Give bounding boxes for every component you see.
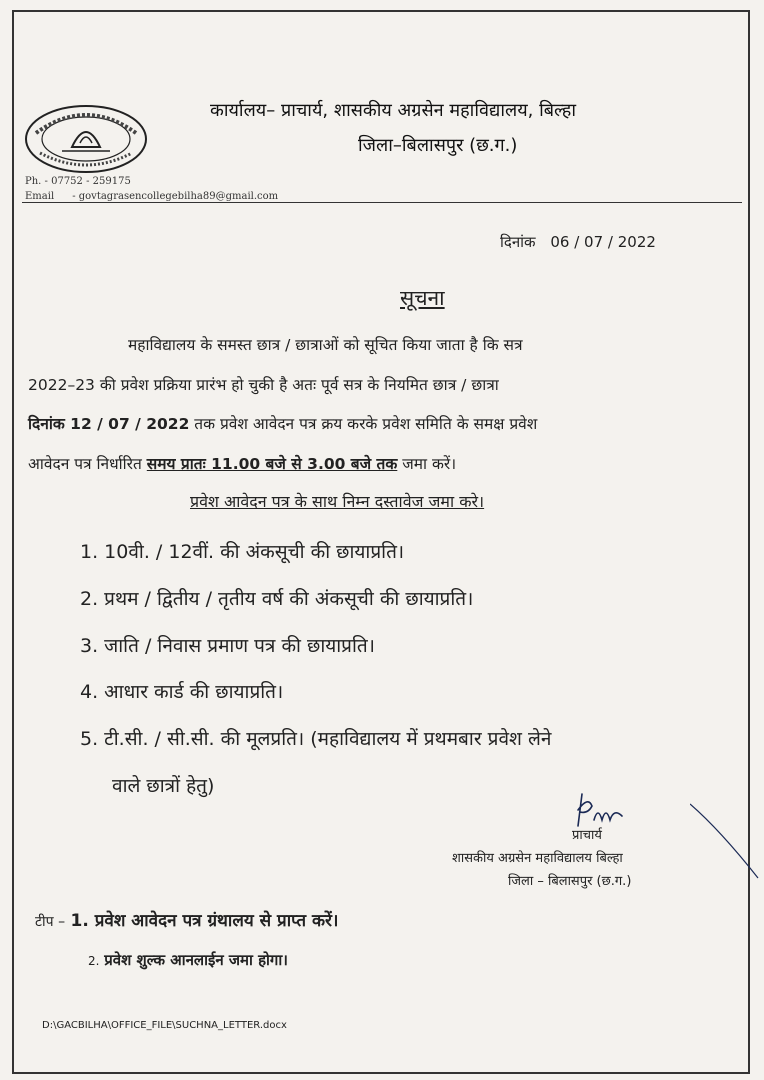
note-text: प्रवेश शुल्क आनलाईन जमा होगा। — [104, 951, 288, 969]
document-item: 5. टी.सी. / सी.सी. की मूलप्रति। (महाविद्यालय में प्रथमबार प्रवेश लेने — [80, 728, 552, 750]
last-date: दिनांक 12 / 07 / 2022 — [28, 415, 190, 433]
document-item: 2. प्रथम / द्वितीय / तृतीय वर्ष की अंकसूची की छायाप्रति। — [80, 588, 474, 610]
date-label: दिनांक — [500, 233, 536, 251]
notice-paragraph-line-3 — [28, 412, 537, 434]
college-seal-logo — [22, 103, 150, 175]
notice-paragraph-line-2: 2022–23 की प्रवेश प्रक्रिया प्रारंभ हो चुकी है अतः पूर्व सत्र के नियमित छात्र / छात्रा — [28, 376, 499, 394]
document-item: 1. 10वी. / 12वीं. की अंकसूची की छायाप्रति। — [80, 541, 405, 563]
note-label: टीप – — [35, 914, 66, 930]
notice-paragraph-line-4 — [28, 452, 456, 474]
documents-heading: प्रवेश आवेदन पत्र के साथ निम्न दस्तावेज जमा करे। — [190, 492, 485, 511]
principal-title: प्राचार्य — [572, 828, 602, 843]
notice-text: आवेदन पत्र निर्धारित — [28, 455, 147, 473]
principal-signature — [568, 790, 628, 830]
phone-line — [25, 176, 131, 187]
document-item: 4. आधार कार्ड की छायाप्रति। — [80, 681, 284, 703]
district-heading: जिला–बिलासपुर (छ.ग.) — [358, 135, 518, 156]
college-district: जिला – बिलासपुर (छ.ग.) — [508, 874, 632, 889]
phone-number: 07752 - 259175 — [51, 176, 131, 187]
phone-label: Ph. - — [25, 176, 48, 187]
note-number: 2. — [88, 954, 100, 968]
note-line-2 — [88, 950, 288, 970]
email-line — [25, 191, 278, 202]
notice-text: तक प्रवेश आवेदन पत्र क्रय करके प्रवेश समिति के समक्ष प्रवेश — [189, 415, 538, 433]
submission-time: समय प्रातः 11.00 बजे से 3.00 बजे तक — [146, 455, 398, 473]
email-address: - govtagrasencollegebilha89@gmail.com — [72, 191, 279, 202]
note-text: 1. प्रवेश आवेदन पत्र ग्रंथालय से प्राप्त करें। — [70, 911, 339, 931]
email-label: Email — [25, 191, 55, 202]
college-name: शासकीय अग्रसेन महाविद्यालय बिल्हा — [452, 851, 623, 866]
notice-title: सूचना — [400, 286, 445, 310]
notice-paragraph-line-1: महाविद्यालय के समस्त छात्र / छात्राओं को सूचित किया जाता है कि सत्र — [128, 336, 523, 354]
header-divider — [22, 202, 742, 203]
note-line-1 — [35, 908, 338, 931]
file-path: D:\GACBILHA\OFFICE_FILE\SUCHNA_LETTER.docx — [42, 1020, 287, 1031]
office-heading: कार्यालय– प्राचार्य, शासकीय अग्रसेन महाविद्यालय, बिल्हा — [210, 100, 576, 121]
signature-stroke — [690, 800, 760, 880]
document-item-continuation: वाले छात्रों हेतु) — [112, 775, 215, 797]
date-line — [500, 232, 656, 252]
notice-text: जमा करें। — [397, 455, 457, 473]
document-item: 3. जाति / निवास प्रमाण पत्र की छायाप्रति। — [80, 635, 375, 657]
date-value: 06 / 07 / 2022 — [550, 233, 656, 251]
